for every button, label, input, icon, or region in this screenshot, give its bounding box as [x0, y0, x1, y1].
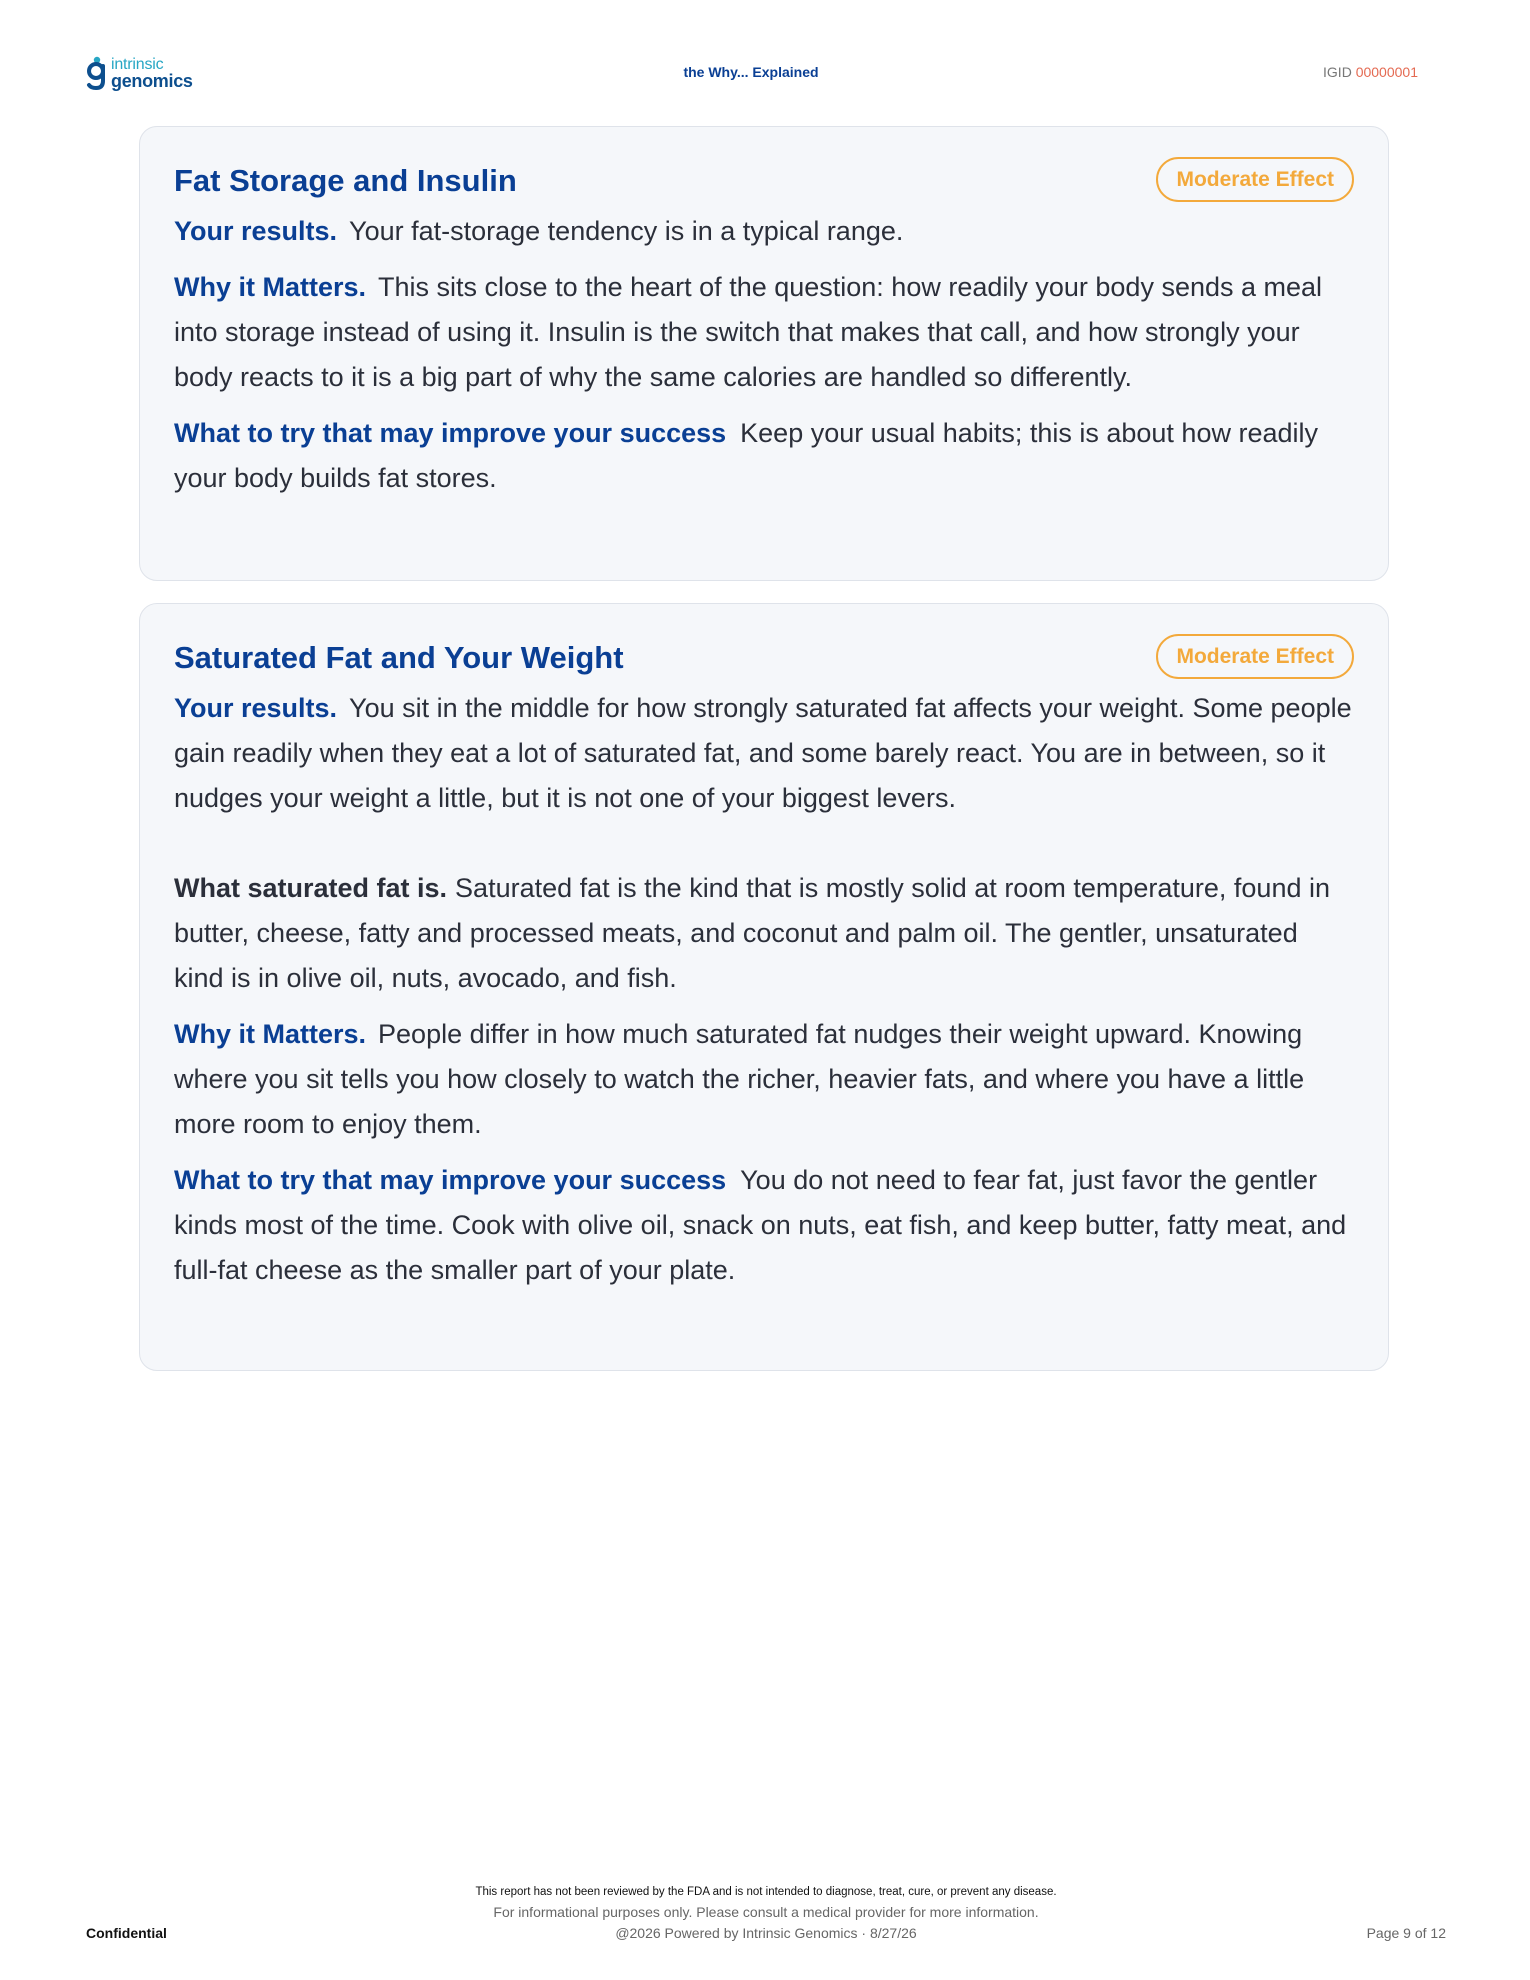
page-footer — [86, 1886, 1446, 1946]
confidential-label: Confidential — [86, 1925, 167, 1941]
results-label: Your results. — [174, 693, 338, 724]
why-label: Why it Matters. — [174, 1019, 367, 1050]
results-label: Your results. — [174, 216, 338, 247]
page-number: Page 9 of 12 — [1366, 1925, 1446, 1941]
try-paragraph — [174, 1158, 1354, 1293]
why-paragraph — [174, 1012, 1354, 1147]
copyright-notice: @2026 Powered by Intrinsic Genomics · 8/27/26 — [615, 1925, 917, 1941]
results-text: Your fat-storage tendency is in a typical range. — [349, 216, 904, 247]
spacer — [174, 821, 1354, 866]
fda-disclaimer: This report has not been reviewed by the FDA and is not intended to diagnose, treat, cure, or prevent any disease. — [475, 1886, 1057, 1898]
why-text: This sits close to the heart of the question: how readily your body sends a meal into storage instead of using it. Insulin is the switch that makes that call, and how strongly your body reacts to it is a big part of why the same calories are handled so differently. — [174, 272, 1323, 393]
igid-value: 00000001 — [1355, 64, 1418, 80]
try-text: You do not need to fear fat, just favor the gentler kinds most of the time. Cook with olive oil, snack on nuts, eat fish, and keep butter, fatty meat, and full-fat cheese as the smaller part of your plate. — [174, 1165, 1347, 1286]
effect-badge: Moderate Effect — [1156, 634, 1354, 679]
info-notice: For informational purposes only. Please consult a medical provider for more information. — [493, 1904, 1039, 1920]
igid-label: IGID — [1323, 64, 1352, 80]
card-title: Fat Storage and Insulin — [174, 163, 517, 198]
effect-badge: Moderate Effect — [1156, 157, 1354, 202]
logo-text-bottom: genomics — [111, 70, 193, 91]
why-text: People differ in how much saturated fat nudges their weight upward. Knowing where you sit tells you how closely to watch the richer, heavier fats, and where you have a little more room to enjoy them. — [174, 1019, 1305, 1140]
results-paragraph — [174, 686, 1354, 821]
what-paragraph — [174, 866, 1354, 1001]
why-paragraph — [174, 265, 1354, 400]
what-label: What saturated fat is. — [174, 873, 448, 904]
logo-text-top: intrinsic — [111, 55, 164, 73]
results-text: You sit in the middle for how strongly saturated fat affects your weight. Some people gain readily when they eat a lot of saturated fat, and some barely react. You are in between, so it nudges your weight a little, but it is not one of your biggest levers. — [174, 693, 1352, 814]
try-text: Keep your usual habits; this is about how readily your body builds fat stores. — [174, 418, 1318, 494]
try-label: What to try that may improve your success — [174, 1165, 727, 1196]
result-card-saturated-fat — [139, 603, 1389, 1371]
try-paragraph — [174, 411, 1354, 501]
header-section-title: the Why... Explained — [683, 64, 819, 80]
card-title: Saturated Fat and Your Weight — [174, 640, 624, 675]
result-card-fat-storage — [139, 126, 1389, 581]
results-paragraph — [174, 209, 1354, 254]
try-label: What to try that may improve your success — [174, 418, 727, 449]
why-label: Why it Matters. — [174, 272, 367, 303]
page-header — [86, 56, 1446, 92]
header-igid — [1323, 64, 1418, 80]
what-text: Saturated fat is the kind that is mostly solid at room temperature, found in butter, cheese, fatty and processed meats, and coconut and palm oil. The gentler, unsaturated kind is in olive oil, nuts, avocado, and fish. — [174, 873, 1330, 994]
